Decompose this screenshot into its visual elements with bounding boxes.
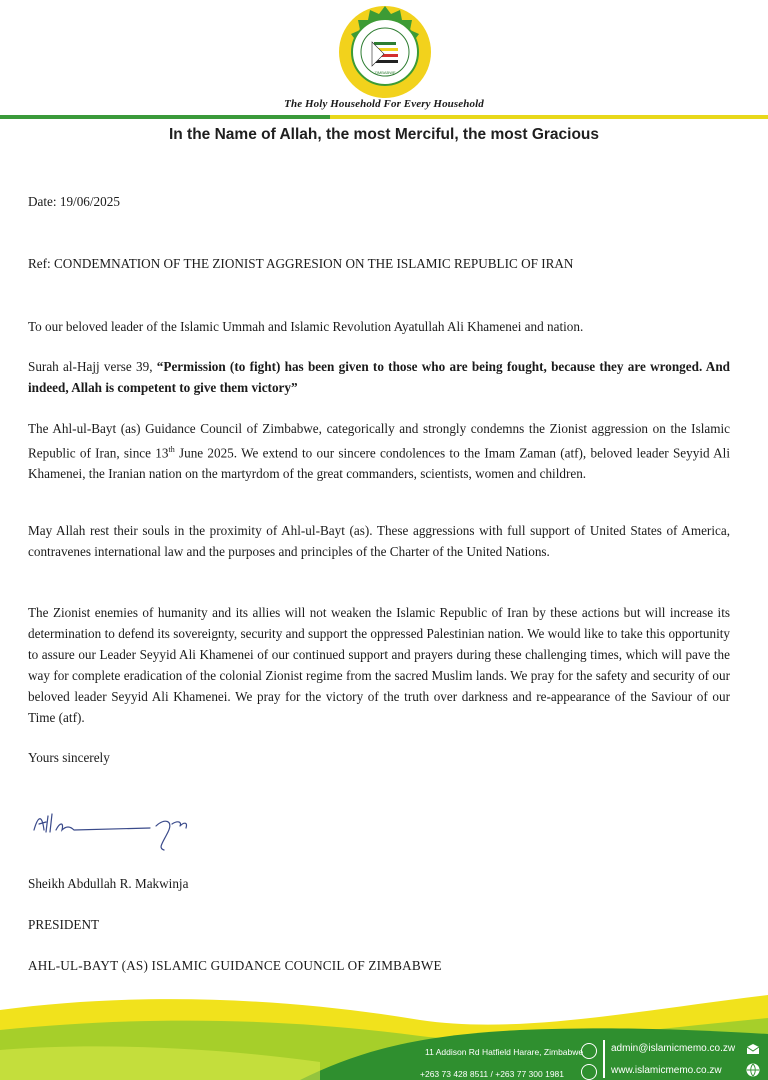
surah-reference: Surah al-Hajj verse 39, xyxy=(28,359,157,374)
closing: Yours sincerely xyxy=(28,750,110,765)
handwritten-signature xyxy=(30,808,190,854)
salutation: To our beloved leader of the Islamic Ummah and Islamic Revolution Ayatullah Ali Khamenei and nation. xyxy=(28,319,584,334)
tagline: The Holy Household For Every Household xyxy=(284,98,484,110)
header-rule-green xyxy=(0,115,330,119)
svg-text:ZIMBABWE: ZIMBABWE xyxy=(374,70,396,75)
surah-paragraph xyxy=(28,356,730,398)
support-paragraph: The Zionist enemies of humanity and its allies will not weaken the Islamic Republic of Iran by these actions but will increase its determination to defend its sovereignty, security and support the oppressed Palestinian nation. We would like to take this opportunity to assure our Leader Seyyid Ali Khamenei of our continued support and prayers during these challenging times, which will pave the way for complete eradication of the colonial Zionist regime from the sacred Muslim lands. We pray for the safety and security of our beloved leader Seyyid Ali Khamenei. We pray for the victory of the truth over darkness and re-appearance of the Saviour of our Time (atf). xyxy=(28,605,730,725)
condemnation-paragraph xyxy=(28,418,730,484)
letter-reference: Ref: CONDEMNATION OF THE ZIONIST AGGRESION ON THE ISLAMIC REPUBLIC OF IRAN xyxy=(28,256,574,271)
signer-title: PRESIDENT xyxy=(28,917,100,932)
bismillah-heading: In the Name of Allah, the most Merciful, the most Gracious xyxy=(168,126,600,143)
footer-divider xyxy=(603,1040,605,1078)
footer-email[interactable]: admin@islamicmemo.co.zw xyxy=(611,1043,736,1054)
phone-icon xyxy=(581,1064,597,1080)
organization-name: AHL-UL-BAYT (AS) ISLAMIC GUIDANCE COUNCIL OF ZIMBABWE xyxy=(28,958,442,973)
globe-icon xyxy=(746,1063,760,1077)
mail-icon xyxy=(746,1043,760,1055)
footer-address: 11 Addison Rd Hatfield Harare, Zimbabwe xyxy=(425,1047,584,1057)
council-logo xyxy=(334,4,436,100)
letter-date: Date: 19/06/2025 xyxy=(28,194,120,209)
header-rule-yellow xyxy=(330,115,768,119)
footer-website[interactable]: www.islamicmemo.co.zw xyxy=(611,1065,722,1076)
para1-part-a: The Ahl-ul-Bayt (as) Guidance Council of Zimbabwe, categorically and strongly condemns the Zionist aggression on the Islamic Republic of Iran, since 13 xyxy=(28,421,730,461)
location-icon xyxy=(581,1043,597,1059)
ordinal-suffix: th xyxy=(168,445,175,454)
prayer-paragraph: May Allah rest their souls in the proximity of Ahl-ul-Bayt (as). These aggressions with full support of United States of America, contravenes international law and the purposes and principles of the Charter of the United Nations. xyxy=(28,523,730,559)
footer-phone: +263 73 428 8511 / +263 77 300 1981 xyxy=(420,1069,565,1079)
para1-part-b: June 2025. We extend to our sincere condolences to the Imam Zaman (atf), beloved leader Seyyid Ali Khamenei, the Iranian nation on the martyrdom of the great commanders, scientists, women and children. xyxy=(28,445,730,482)
surah-quote: “Permission (to fight) has been given to those who are being fought, because they are wronged. And indeed, Allah is competent to give them victory” xyxy=(28,359,730,395)
signer-name: Sheikh Abdullah R. Makwinja xyxy=(28,876,189,891)
